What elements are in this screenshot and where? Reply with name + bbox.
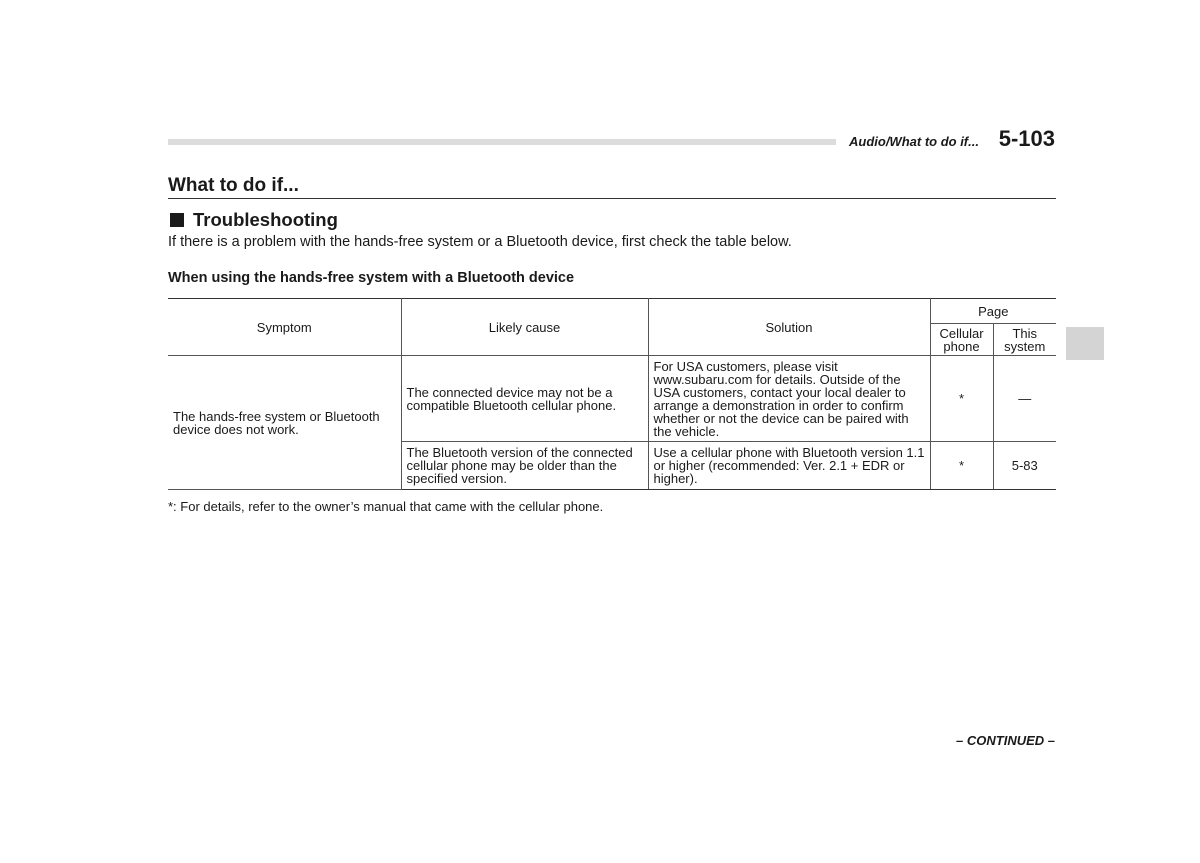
table-heading: When using the hands-free system with a Bluetooth device — [168, 270, 575, 286]
symptom-cell: The hands-free system or Bluetooth device does not work. — [168, 356, 401, 490]
solution-cell: For USA customers, please visit www.subaru.com for details. Outside of the USA customers, contact your local dealer to arrange a demonstration in order to confirm whether or not the device can be paired with the vehicle. — [648, 356, 930, 442]
subsection-title — [168, 209, 338, 231]
continued-label: – CONTINUED – — [956, 733, 1055, 748]
header-bar — [168, 139, 836, 145]
solution-cell: Use a cellular phone with Bluetooth version 1.1 or higher (recommended: Ver. 2.1 + EDR or higher). — [648, 442, 930, 490]
header-this-system: This system — [993, 324, 1056, 356]
header-likely-cause: Likely cause — [401, 299, 648, 356]
black-square-icon — [170, 213, 184, 227]
intro-text: If there is a problem with the hands-free system or a Bluetooth device, first check the table below. — [168, 234, 792, 250]
system-page-cell: 5-83 — [993, 442, 1056, 490]
footnote: *: For details, refer to the owner’s manual that came with the cellular phone. — [168, 499, 604, 514]
subsection-title-text: Troubleshooting — [193, 209, 338, 230]
header-cellular-phone: Cellular phone — [930, 324, 993, 356]
chapter-side-tab — [1066, 327, 1104, 360]
system-page-cell: — — [993, 356, 1056, 442]
header-symptom: Symptom — [168, 299, 401, 356]
cellular-page-cell: * — [930, 356, 993, 442]
troubleshooting-table — [168, 298, 1056, 490]
section-divider — [168, 198, 1056, 199]
header-section-label: Audio/What to do if... — [849, 134, 979, 149]
page-number: 5-103 — [998, 126, 1055, 151]
header-solution: Solution — [648, 299, 930, 356]
cellular-page-cell: * — [930, 442, 993, 490]
section-title: What to do if... — [168, 175, 299, 196]
table-row — [168, 356, 1056, 442]
header-page: Page — [930, 299, 1056, 324]
cause-cell: The connected device may not be a compatible Bluetooth cellular phone. — [401, 356, 648, 442]
cause-cell: The Bluetooth version of the connected cellular phone may be older than the specified version. — [401, 442, 648, 490]
